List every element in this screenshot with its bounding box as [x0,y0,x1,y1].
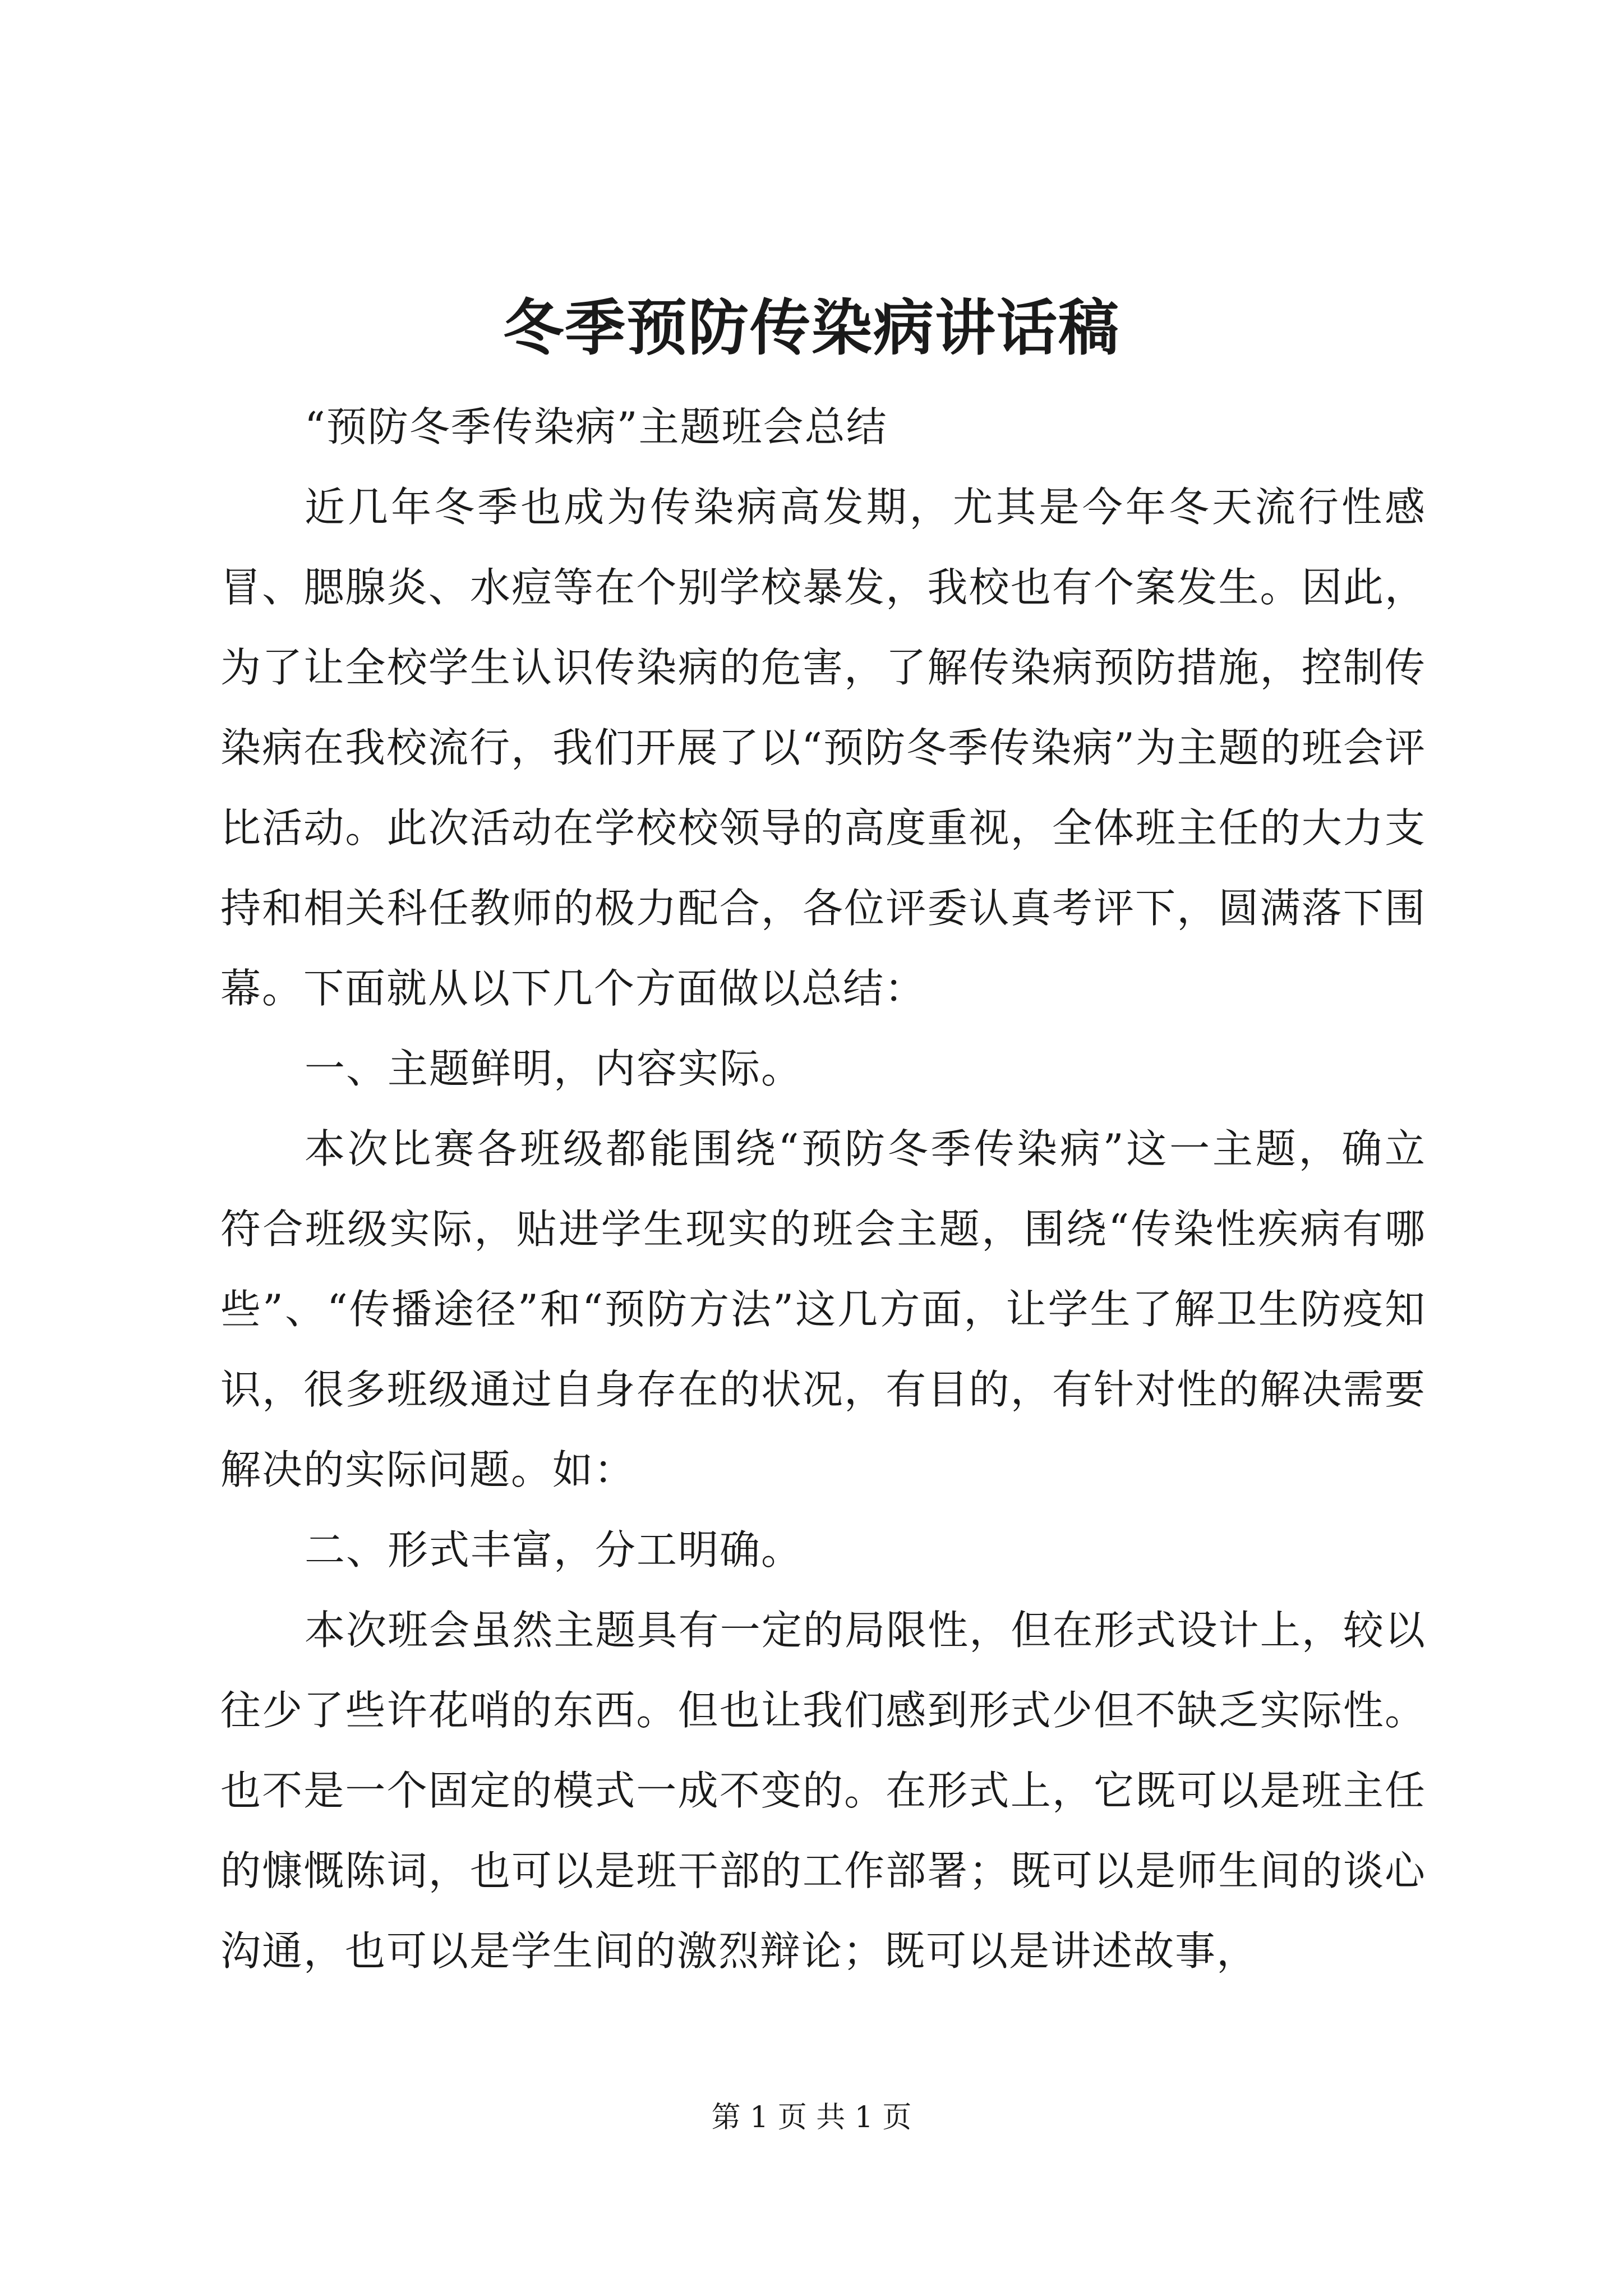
body-paragraph: 近几年冬季也成为传染病高发期，尤其是今年冬天流行性感冒、腮腺炎、水痘等在个别学校暴发，我校也有个案发生。因此，为了让全校学生认识传染病的危害，了解传染病预防措施，控制传染病在我校流行，我们开展了以“预防冬季传染病”为主题的班会评比活动。此次活动在学校校领导的高度重视，全体班主任的大力支持和相关科任教师的极力配合，各位评委认真考评下，圆满落下围幕。下面就从以下几个方面做以总结： [220,484,1426,1012]
document-body [220,387,1426,1991]
document-title: 冬季预防传染病讲话稿 [502,293,1120,364]
page-footer: 第 1 页 共 1 页 [711,2101,912,2134]
subtitle-paragraph: “预防冬季传染病”主题班会总结 [305,403,888,450]
body-paragraph: 本次比赛各班级都能围绕“预防冬季传染病”这一主题，确立符合班级实际，贴进学生现实的班会主题，围绕“传染性疾病有哪些”、“传播途径”和“预防方法”这几方面，让学生了解卫生防疫知识，很多班级通过自身存在的状况，有目的，有针对性的解决需要解决的实际问题。如： [220,1125,1426,1493]
section-heading: 一、主题鲜明，内容实际。 [305,1045,803,1092]
body-paragraph: 本次班会虽然主题具有一定的局限性，但在形式设计上，较以往少了些许花哨的东西。但也让我们感到形式少但不缺乏实际性。也不是一个固定的模式一成不变的。在形式上，它既可以是班主任的慷慨陈词，也可以是班干部的工作部署；既可以是师生间的谈心沟通，也可以是学生间的激烈辩论；既可以是讲述故事， [220,1607,1426,1975]
section-heading: 二、形式丰富，分工明确。 [305,1526,803,1573]
